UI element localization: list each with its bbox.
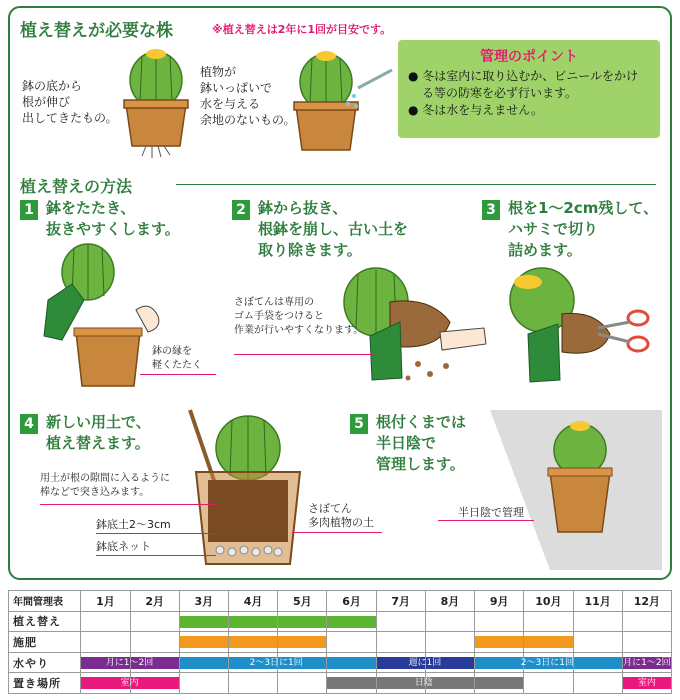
step-5-note-underline	[438, 520, 534, 521]
case1-text: 鉢の底から 根が伸び 出してきたもの。	[22, 79, 118, 125]
calendar-month-6: 6月	[327, 591, 376, 612]
calendar-bar	[229, 636, 277, 648]
calendar-cell	[376, 611, 425, 632]
annual-care-calendar	[8, 590, 672, 694]
repot-needed-title: 植え替えが必要な株	[20, 21, 173, 41]
calendar-month-12: 12月	[622, 591, 671, 612]
calendar-cell	[327, 611, 376, 632]
calendar-cell	[228, 611, 277, 632]
calendar-cell	[524, 632, 573, 653]
cactus-roots-out-illustration	[118, 42, 198, 160]
calendar-month-5: 5月	[278, 591, 327, 612]
calendar-cell	[81, 611, 130, 632]
calendar-bar-label: 月に1〜2回	[105, 657, 154, 668]
calendar-cell	[179, 611, 228, 632]
cactus-full-pot-illustration	[292, 44, 396, 156]
step-2-number: 2	[232, 200, 250, 220]
calendar-month-11: 11月	[573, 591, 622, 612]
care-point-title: 管理のポイント	[480, 49, 578, 65]
calendar-cell	[327, 632, 376, 653]
calendar-cell	[81, 673, 139, 694]
calendar-bar	[229, 616, 277, 628]
calendar-bar	[278, 636, 326, 648]
calendar-cell	[425, 611, 474, 632]
calendar-month-1: 1月	[81, 591, 130, 612]
calendar-bar-label: 週に1回	[408, 657, 442, 668]
step-4-text: 新しい用土で、 植え替えます。	[46, 413, 151, 452]
calendar-cell	[179, 652, 303, 673]
calendar-cell	[622, 652, 671, 673]
calendar-cell	[327, 673, 433, 694]
soil-label-1: さぼてん	[308, 502, 352, 515]
step-5-number: 5	[350, 414, 368, 434]
calendar-cell	[475, 632, 524, 653]
calendar-cell	[622, 632, 671, 653]
calendar-cell	[278, 673, 327, 694]
calendar-cell	[179, 673, 228, 694]
pot-net-label: 鉢底ネット	[96, 540, 151, 553]
step-5-note: 半日陰で管理	[458, 506, 524, 519]
calendar-month-3: 3月	[179, 591, 228, 612]
step-5-text: 根付くまでは 半日陰で 管理します。	[376, 413, 467, 473]
calendar-month-7: 7月	[376, 591, 425, 612]
calendar-cell	[524, 673, 573, 694]
calendar-bar-label: 2〜3日に1回	[249, 657, 303, 668]
calendar-cell	[475, 611, 524, 632]
calendar-bar-label: 2〜3日に1回	[520, 657, 574, 668]
step-1-number: 1	[20, 200, 38, 220]
step-3-illustration	[498, 264, 664, 384]
step-2-note-underline	[234, 354, 374, 355]
calendar-cell	[376, 652, 442, 673]
calendar-cell	[278, 611, 327, 632]
pot-bottom-soil-label: 鉢底土2〜3cm	[96, 518, 171, 531]
calendar-cell	[130, 611, 179, 632]
step-2-text: 鉢から抜き、 根鉢を崩し、古い土を 取り除きます。	[258, 199, 409, 259]
calendar-bar	[278, 616, 326, 628]
step-4-number: 4	[20, 414, 38, 434]
calendar-month-9: 9月	[475, 591, 524, 612]
calendar-bar	[180, 636, 228, 648]
calendar-cell	[622, 611, 671, 632]
step-5-illustration	[490, 410, 662, 570]
calendar-cell	[376, 632, 425, 653]
calendar-cell	[475, 652, 574, 673]
calendar-cell	[81, 652, 154, 673]
pot-net-underline	[96, 555, 216, 556]
calendar-row-label: 植え替え	[9, 611, 81, 632]
calendar-cell	[81, 632, 130, 653]
care-point-box	[398, 40, 660, 138]
calendar-cell	[130, 632, 179, 653]
calendar-cell	[573, 611, 622, 632]
calendar-bar	[524, 636, 572, 648]
calendar-header: 年間管理表	[9, 591, 81, 612]
repot-frequency-note: ※植え替えは2年に1回が目安です。	[212, 23, 392, 36]
calendar-row-label: 置き場所	[9, 673, 81, 694]
calendar-cell	[524, 611, 573, 632]
soil-label-underline	[292, 532, 382, 533]
calendar-month-2: 2月	[130, 591, 179, 612]
step-1-text: 鉢をたたき、 抜きやすくします。	[46, 199, 180, 238]
calendar-cell	[573, 632, 622, 653]
method-divider	[176, 184, 656, 185]
calendar-cell	[622, 673, 671, 694]
calendar-cell	[278, 632, 327, 653]
step-3-number: 3	[482, 200, 500, 220]
case2-text: 植物が 鉢いっぱいで 水を与える 余地のないもの。	[200, 65, 296, 127]
calendar-bar	[327, 616, 375, 628]
calendar-cell	[573, 673, 622, 694]
calendar-row-label: 水やり	[9, 652, 81, 673]
soil-label-2: 多肉植物の土	[308, 516, 374, 529]
care-point-item-1: ● 冬は室内に取り込むか、ビニールをかける等の防寒を必ず行います。	[408, 69, 639, 100]
step-1-note-underline	[140, 374, 216, 375]
calendar-month-8: 8月	[425, 591, 474, 612]
calendar-month-4: 4月	[228, 591, 277, 612]
calendar-bar	[475, 636, 523, 648]
pot-bottom-soil-underline	[96, 533, 216, 534]
care-point-item-2: ● 冬は水を与えません。	[408, 103, 544, 117]
calendar-cell	[228, 673, 277, 694]
step-4-note-underline	[40, 504, 216, 505]
step-1-note: 鉢の縁を 軽くたたく	[152, 346, 202, 371]
step-2-note: さぼてんは専用の ゴム手袋をつけると 作業が行いやすくなります。	[234, 297, 364, 336]
calendar-cell	[228, 632, 277, 653]
method-title: 植え替えの方法	[20, 177, 133, 196]
calendar-bar-label: 室内	[637, 678, 656, 689]
calendar-month-10: 10月	[524, 591, 573, 612]
calendar-cell	[425, 632, 474, 653]
calendar-bar-label: 室内	[120, 678, 139, 689]
step-4-illustration	[176, 408, 306, 568]
calendar-cell	[179, 632, 228, 653]
calendar-row-label: 施肥	[9, 632, 81, 653]
calendar-bar	[180, 616, 228, 628]
step-3-text: 根を1〜2cm残して、 ハサミで切り 詰めます。	[508, 199, 659, 259]
calendar-bar-label: 月に1〜2回	[623, 657, 671, 668]
calendar-bar-label: 日陰	[414, 678, 433, 689]
step-4-note: 用土が根の隙間に入るように 棒などで突き込みます。	[40, 473, 170, 498]
